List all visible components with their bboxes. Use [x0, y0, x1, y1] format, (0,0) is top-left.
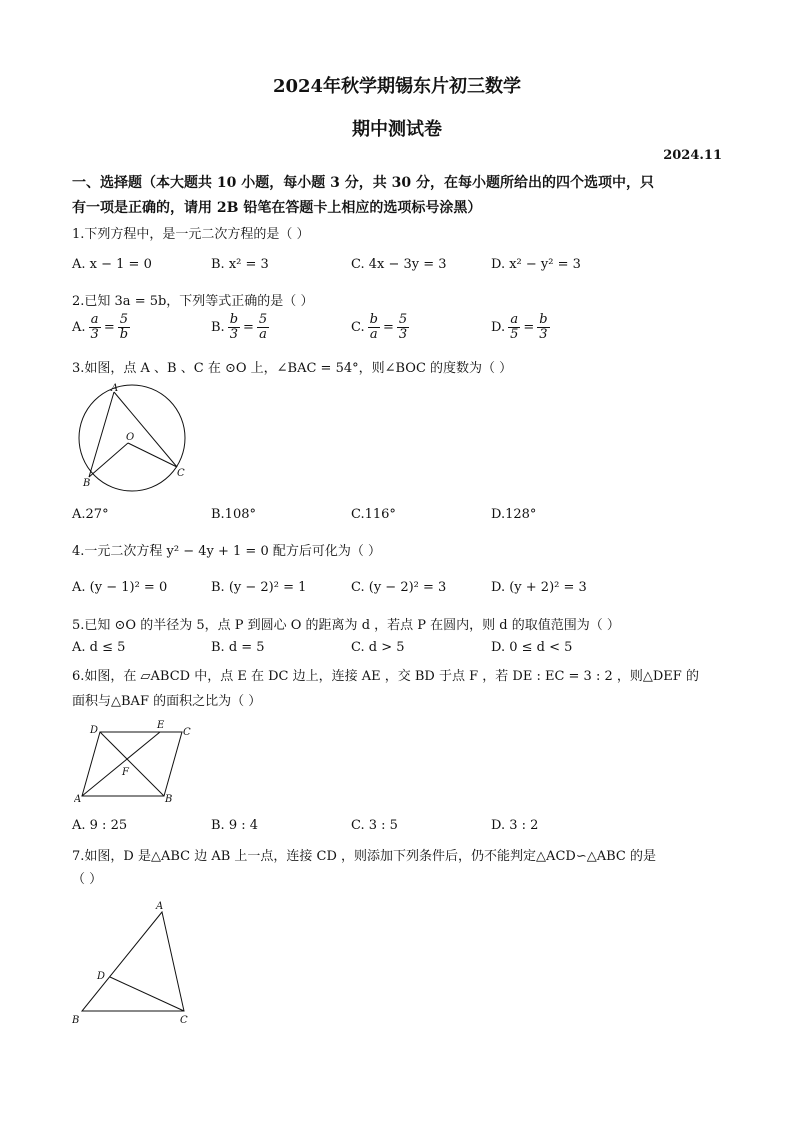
q1-option-d: D. x² − y² = 3	[491, 257, 581, 272]
frac-num: b	[369, 312, 378, 327]
q6-stem-line1: 6.如图，在 ▱ABCD 中，点 E 在 DC 边上，连接 AE ，交 BD 于点 F ，若 DE : EC = 3 : 2 ，则△DEF 的	[72, 669, 699, 684]
frac-den: a	[369, 326, 378, 342]
label-a: A	[74, 794, 82, 805]
q5-option-c: C. d > 5	[351, 640, 405, 655]
frac-den: 5	[510, 326, 519, 342]
chord-ac	[114, 392, 177, 467]
q2-b-right-frac	[257, 313, 269, 341]
q4-option-d: D. (y + 2)² = 3	[491, 580, 587, 595]
chord-ab	[89, 392, 114, 477]
q2-option-a-label: A.	[72, 319, 86, 335]
q1-option-c: C. 4x − 3y = 3	[351, 257, 447, 272]
triangle-abc	[82, 912, 184, 1011]
q2-c-left-frac	[368, 313, 380, 341]
segment-ae	[82, 732, 160, 796]
q2-d-right-frac	[537, 313, 549, 341]
q3-option-d: D.128°	[491, 507, 537, 522]
q2-option-d	[491, 313, 550, 341]
q1-option-a: A. x − 1 = 0	[72, 257, 152, 272]
section-heading-line2: 有一项是正确的，请用 2B 铅笔在答题卡上相应的选项标号涂黑）	[72, 200, 482, 216]
q1-stem: 1.下列方程中，是一元二次方程的是（ ）	[72, 227, 310, 242]
frac-num: a	[508, 313, 520, 328]
frac-den: 3	[229, 326, 238, 342]
diagonal-bd	[100, 732, 164, 796]
q4-option-b: B. (y − 2)² = 1	[211, 580, 307, 595]
frac-num: 5	[258, 312, 268, 327]
q2-d-left-frac	[508, 313, 520, 341]
radius-oc	[128, 443, 177, 467]
label-c: C	[183, 727, 191, 738]
q3-circle-figure	[74, 380, 194, 492]
equals-sign: =	[243, 319, 254, 335]
q5-stem: 5.已知 ⊙O 的半径为 5，点 P 到圆心 O 的距离为 d ，若点 P 在圆内，则 d 的取值范围为（ ）	[72, 618, 620, 633]
q5-option-d: D. 0 ≤ d < 5	[491, 640, 573, 655]
exam-date: 2024.11	[663, 148, 722, 163]
q4-option-a: A. (y − 1)² = 0	[72, 580, 168, 595]
frac-den: b	[119, 326, 129, 342]
q4-option-c: C. (y − 2)² = 3	[351, 580, 447, 595]
label-b: B	[83, 478, 91, 489]
label-b: B	[165, 794, 173, 805]
q2-a-right-frac	[118, 313, 130, 341]
q7-stem-line2: （ ）	[72, 872, 103, 887]
frac-den: 3	[398, 326, 408, 342]
frac-num: 5	[398, 312, 408, 327]
equals-sign: =	[382, 319, 394, 335]
q6-parallelogram-figure	[74, 718, 198, 808]
q6-option-a: A. 9 : 25	[72, 818, 128, 833]
q2-c-right-frac	[397, 313, 409, 341]
frac-den: a	[259, 326, 267, 342]
q3-option-b: B.108°	[211, 507, 256, 522]
label-o: O	[126, 432, 135, 443]
label-d: D	[97, 971, 106, 982]
section-heading-line1: 一、选择题（本大题共 10 小题，每小题 3 分，共 30 分，在每小题所给出的四个选项中，只	[72, 175, 654, 191]
q5-option-a: A. d ≤ 5	[72, 640, 126, 655]
q6-stem-line2: 面积与△BAF 的面积之比为（ ）	[72, 694, 262, 709]
q3-option-a: A.27°	[72, 507, 109, 522]
q2-option-c-label: C.	[351, 319, 365, 335]
frac-num: b	[539, 312, 548, 327]
label-c: C	[180, 1015, 188, 1026]
equals-sign: =	[103, 319, 115, 335]
frac-num: a	[89, 313, 101, 328]
q6-option-d: D. 3 : 2	[491, 818, 539, 833]
q2-option-a	[72, 313, 130, 341]
q2-b-left-frac	[228, 313, 240, 341]
label-b: B	[72, 1015, 80, 1026]
q2-option-d-label: D.	[491, 319, 506, 335]
radius-ob	[89, 443, 128, 477]
q4-stem: 4.一元二次方程 y² − 4y + 1 = 0 配方后可化为（ ）	[72, 544, 381, 559]
frac-den: 3	[90, 326, 99, 342]
label-d: D	[90, 725, 99, 736]
segment-cd	[110, 977, 184, 1011]
q6-option-b: B. 9 : 4	[211, 818, 259, 833]
label-a: A	[156, 901, 164, 912]
q2-stem: 2.已知 3a = 5b，下列等式正确的是（ ）	[72, 294, 314, 309]
q1-option-b: B. x² = 3	[211, 257, 269, 272]
q7-stem-line1: 7.如图，D 是△ABC 边 AB 上一点，连接 CD ，则添加下列条件后，仍不能判定△ACD∽△ABC 的是	[72, 849, 656, 864]
q6-option-c: C. 3 : 5	[351, 818, 398, 833]
q7-triangle-figure	[72, 898, 196, 1028]
label-f: F	[122, 767, 129, 778]
page-subtitle: 期中测试卷	[352, 119, 442, 140]
frac-num: 5	[118, 313, 130, 328]
frac-num: b	[229, 312, 239, 327]
q2-a-left-frac	[89, 313, 101, 341]
q2-option-b-label: B.	[211, 319, 225, 335]
label-e: E	[157, 720, 165, 731]
q2-option-c	[351, 313, 409, 341]
q5-option-b: B. d = 5	[211, 640, 265, 655]
q3-option-c: C.116°	[351, 507, 396, 522]
q3-stem: 3.如图，点 A 、B 、C 在 ⊙O 上，∠BAC = 54°，则∠BOC 的度数为（ ）	[72, 361, 513, 376]
q2-option-b	[211, 313, 269, 341]
frac-den: 3	[539, 326, 548, 342]
page-title: 2024年秋学期锡东片初三数学	[272, 76, 522, 97]
equals-sign: =	[523, 319, 535, 335]
label-c: C	[177, 468, 185, 479]
label-a: A	[111, 383, 119, 394]
